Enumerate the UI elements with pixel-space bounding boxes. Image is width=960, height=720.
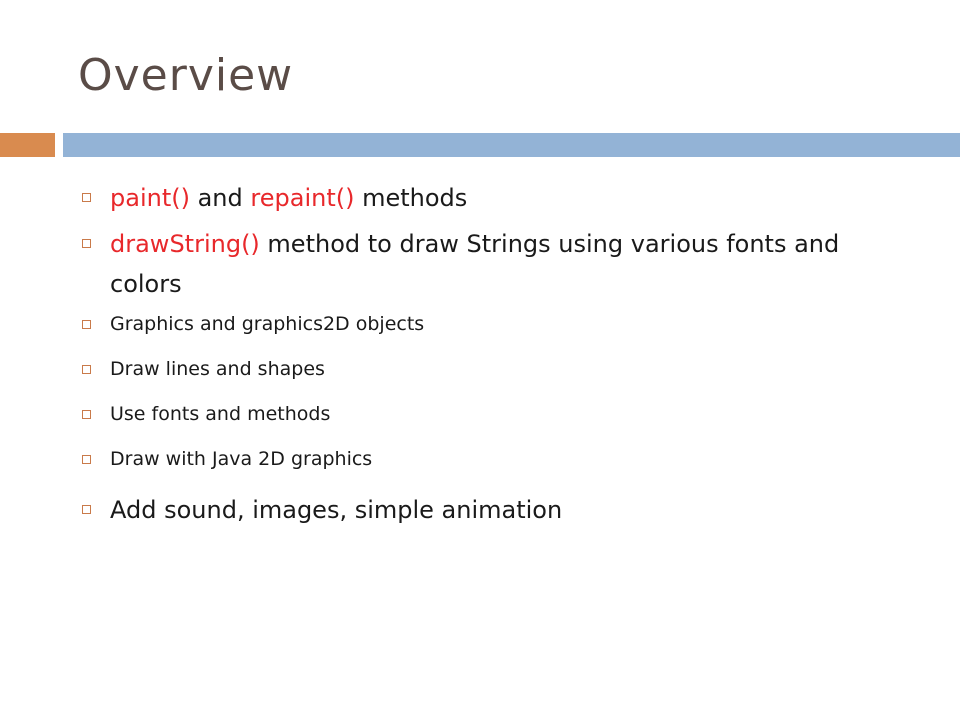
bullet-item	[78, 310, 898, 338]
bullet-text-part: repaint()	[250, 184, 355, 212]
bullet-item	[78, 400, 898, 428]
bullet-text-part: drawString()	[110, 230, 260, 258]
bullet-text: Draw with Java 2D graphics	[110, 448, 373, 470]
bullet-text-part: methods	[354, 184, 468, 212]
bullet-item	[78, 445, 898, 473]
square-bullet-icon	[82, 193, 91, 202]
bullet-text: Use fonts and methods	[110, 403, 331, 425]
title-accent-bar-blue	[63, 133, 960, 157]
bullet-item	[78, 224, 898, 304]
square-bullet-icon	[82, 239, 91, 248]
bullet-text: Add sound, images, simple animation	[110, 496, 563, 524]
bullet-item	[78, 355, 898, 383]
title-accent-bar-orange	[0, 133, 55, 157]
bullet-item	[78, 178, 898, 218]
bullet-item	[78, 490, 898, 530]
square-bullet-icon	[82, 505, 91, 514]
square-bullet-icon	[82, 320, 91, 329]
bullet-text-part: and	[189, 184, 251, 212]
bullet-text: Graphics and graphics2D objects	[110, 313, 425, 335]
bullet-text: Draw lines and shapes	[110, 358, 325, 380]
bullet-list	[78, 178, 898, 536]
slide-title: Overview	[78, 50, 294, 101]
square-bullet-icon	[82, 365, 91, 374]
square-bullet-icon	[82, 410, 91, 419]
square-bullet-icon	[82, 455, 91, 464]
bullet-text-part: paint()	[110, 184, 190, 212]
bullet-text-part: method to draw Strings using various fonts and colors	[110, 230, 840, 298]
